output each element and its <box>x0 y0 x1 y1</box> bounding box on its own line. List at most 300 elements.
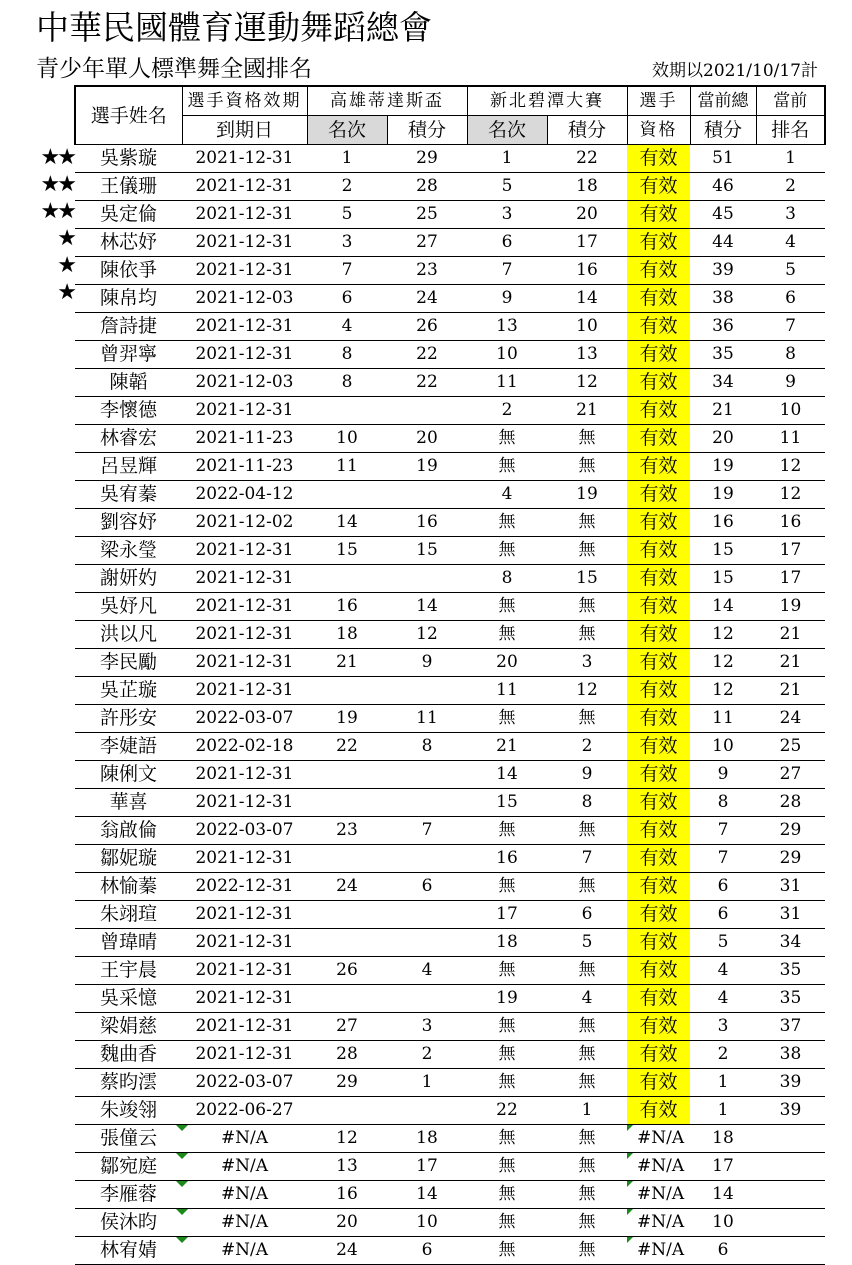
expiry-date: 2022-06-27 <box>182 1097 307 1125</box>
total-points: 16 <box>690 509 756 537</box>
expiry-date: 2021-12-31 <box>182 985 307 1013</box>
comp1-points <box>387 845 467 873</box>
comp1-rank: 8 <box>307 341 387 369</box>
comp1-rank: 20 <box>307 1209 387 1237</box>
comp2-rank: 無 <box>467 1069 547 1097</box>
expiry-date: #N/A <box>182 1237 307 1265</box>
comp1-points: 19 <box>387 453 467 481</box>
comp1-points: 1 <box>387 1069 467 1097</box>
current-rank: 12 <box>756 453 825 481</box>
current-rank: 16 <box>756 509 825 537</box>
qualification: 有效 <box>627 257 690 285</box>
current-rank: 31 <box>756 901 825 929</box>
comp2-rank: 15 <box>467 789 547 817</box>
comp1-points: 9 <box>387 649 467 677</box>
player-name: 林睿宏 <box>75 425 182 453</box>
page-title: 中華民國體育運動舞蹈總會 <box>36 8 432 47</box>
player-name: 鄒宛庭 <box>75 1153 182 1181</box>
current-rank: 8 <box>756 341 825 369</box>
table-row <box>75 257 825 285</box>
qualification: 有效 <box>627 873 690 901</box>
total-points: 15 <box>690 537 756 565</box>
comp2-points: 無 <box>547 1181 627 1209</box>
comp2-points: 18 <box>547 173 627 201</box>
header-comp1-points: 積分 <box>387 116 467 145</box>
total-points: 44 <box>690 229 756 257</box>
expiry-date: 2021-12-31 <box>182 145 307 173</box>
comp1-rank: 18 <box>307 621 387 649</box>
comp2-points: 無 <box>547 453 627 481</box>
comp1-rank <box>307 481 387 509</box>
comp2-rank: 21 <box>467 733 547 761</box>
expiry-date: #N/A <box>182 1153 307 1181</box>
comp2-points: 無 <box>547 1153 627 1181</box>
total-points: 6 <box>690 901 756 929</box>
comp2-points: 15 <box>547 565 627 593</box>
comp1-points: 12 <box>387 621 467 649</box>
total-points: 51 <box>690 145 756 173</box>
current-rank: 4 <box>756 229 825 257</box>
comp1-points <box>387 789 467 817</box>
total-points: 12 <box>690 621 756 649</box>
current-rank: 21 <box>756 677 825 705</box>
header-total-2: 積分 <box>690 116 756 145</box>
player-name: 李雁蓉 <box>75 1181 182 1209</box>
table-row <box>75 1125 825 1153</box>
player-name: 魏曲香 <box>75 1041 182 1069</box>
comp1-rank: 27 <box>307 1013 387 1041</box>
comp1-points: 15 <box>387 537 467 565</box>
player-name: 詹詩捷 <box>75 313 182 341</box>
comp1-rank: 22 <box>307 733 387 761</box>
qualification: 有效 <box>627 1097 690 1125</box>
comp1-rank: 4 <box>307 313 387 341</box>
comp1-points: 27 <box>387 229 467 257</box>
table-row <box>75 341 825 369</box>
comp1-points: 18 <box>387 1125 467 1153</box>
total-points: 7 <box>690 845 756 873</box>
qualification: 有效 <box>627 341 690 369</box>
comp2-rank: 17 <box>467 901 547 929</box>
comp2-points: 2 <box>547 733 627 761</box>
comp1-rank <box>307 1097 387 1125</box>
comp2-rank: 無 <box>467 1125 547 1153</box>
current-rank: 31 <box>756 873 825 901</box>
comp1-points <box>387 985 467 1013</box>
table-row <box>75 1097 825 1125</box>
table-row <box>75 985 825 1013</box>
page-subtitle: 青少年單人標準舞全國排名 <box>36 56 312 82</box>
comp1-rank: 29 <box>307 1069 387 1097</box>
header-player-name: 選手姓名 <box>75 86 182 145</box>
expiry-date: 2021-12-31 <box>182 173 307 201</box>
comp2-points: 13 <box>547 341 627 369</box>
table-row <box>75 1013 825 1041</box>
comp1-points: 4 <box>387 957 467 985</box>
player-name: 侯沐昀 <box>75 1209 182 1237</box>
qualification: #N/A <box>627 1125 690 1153</box>
player-name: 朱翊瑄 <box>75 901 182 929</box>
qualification: 有效 <box>627 201 690 229</box>
current-rank: 38 <box>756 1041 825 1069</box>
qualification: 有效 <box>627 1069 690 1097</box>
comp1-rank: 8 <box>307 369 387 397</box>
expiry-date: 2021-12-31 <box>182 341 307 369</box>
player-name: 陳韜 <box>75 369 182 397</box>
comp2-points: 無 <box>547 873 627 901</box>
total-points: 34 <box>690 369 756 397</box>
comp2-points: 無 <box>547 1013 627 1041</box>
table-row <box>75 1153 825 1181</box>
expiry-date: 2021-12-31 <box>182 229 307 257</box>
total-points: 4 <box>690 957 756 985</box>
player-name: 王宇晨 <box>75 957 182 985</box>
comp1-points <box>387 1097 467 1125</box>
comp1-points: 20 <box>387 425 467 453</box>
comp1-rank: 6 <box>307 285 387 313</box>
current-rank: 6 <box>756 285 825 313</box>
player-name: 梁永瑩 <box>75 537 182 565</box>
qualification: 有效 <box>627 593 690 621</box>
current-rank: 34 <box>756 929 825 957</box>
comp2-points: 4 <box>547 985 627 1013</box>
current-rank <box>756 1153 825 1181</box>
expiry-date: 2021-12-03 <box>182 369 307 397</box>
comp2-rank: 10 <box>467 341 547 369</box>
total-points: 2 <box>690 1041 756 1069</box>
qualification: 有效 <box>627 957 690 985</box>
total-points: 5 <box>690 929 756 957</box>
expiry-date: 2021-12-31 <box>182 957 307 985</box>
header-rank-1: 當前 <box>756 86 825 116</box>
comp1-points <box>387 481 467 509</box>
expiry-date: 2021-12-31 <box>182 1041 307 1069</box>
expiry-date: 2021-11-23 <box>182 453 307 481</box>
comp2-points: 無 <box>547 705 627 733</box>
player-name: 華喜 <box>75 789 182 817</box>
comp1-rank: 11 <box>307 453 387 481</box>
comp2-rank: 無 <box>467 1209 547 1237</box>
comp2-points: 21 <box>547 397 627 425</box>
total-points: 46 <box>690 173 756 201</box>
comp1-points: 2 <box>387 1041 467 1069</box>
player-name: 張僮云 <box>75 1125 182 1153</box>
qualification: 有效 <box>627 733 690 761</box>
comp2-rank: 無 <box>467 453 547 481</box>
expiry-date: 2022-03-07 <box>182 817 307 845</box>
total-points: 14 <box>690 1181 756 1209</box>
expiry-date: #N/A <box>182 1125 307 1153</box>
player-name: 朱竣翎 <box>75 1097 182 1125</box>
comp2-points: 無 <box>547 1209 627 1237</box>
total-points: 21 <box>690 397 756 425</box>
total-points: 45 <box>690 201 756 229</box>
player-name: 陳帛均 <box>75 285 182 313</box>
comp1-rank: 14 <box>307 509 387 537</box>
player-name: 李婕語 <box>75 733 182 761</box>
comp1-rank: 10 <box>307 425 387 453</box>
table-row <box>75 1041 825 1069</box>
current-rank: 21 <box>756 621 825 649</box>
qualification: 有效 <box>627 621 690 649</box>
total-points: 1 <box>690 1097 756 1125</box>
player-name: 蔡昀澐 <box>75 1069 182 1097</box>
table-row <box>75 229 825 257</box>
comp2-points: 無 <box>547 425 627 453</box>
comp2-points: 無 <box>547 1125 627 1153</box>
qualification: 有效 <box>627 845 690 873</box>
header-comp2-rank: 名次 <box>467 116 547 145</box>
current-rank: 29 <box>756 845 825 873</box>
table-row <box>75 677 825 705</box>
comp2-rank: 22 <box>467 1097 547 1125</box>
qualification: 有效 <box>627 537 690 565</box>
player-name: 林愉蓁 <box>75 873 182 901</box>
comp2-points: 1 <box>547 1097 627 1125</box>
current-rank: 35 <box>756 985 825 1013</box>
comp1-rank: 24 <box>307 1237 387 1265</box>
comp2-points: 19 <box>547 481 627 509</box>
table-row <box>75 481 825 509</box>
current-rank: 11 <box>756 425 825 453</box>
qualification: 有效 <box>627 761 690 789</box>
total-points: 36 <box>690 313 756 341</box>
player-name: 曾瑋晴 <box>75 929 182 957</box>
comp2-points: 6 <box>547 901 627 929</box>
current-rank: 29 <box>756 817 825 845</box>
comp2-points: 無 <box>547 593 627 621</box>
comp2-rank: 無 <box>467 593 547 621</box>
qualification: #N/A <box>627 1153 690 1181</box>
total-points: 17 <box>690 1153 756 1181</box>
comp2-points: 無 <box>547 957 627 985</box>
total-points: 3 <box>690 1013 756 1041</box>
total-points: 39 <box>690 257 756 285</box>
comp1-rank: 13 <box>307 1153 387 1181</box>
qualification: 有效 <box>627 789 690 817</box>
table-row <box>75 1181 825 1209</box>
player-name: 吳紫璇 <box>75 145 182 173</box>
player-name: 曾羿寧 <box>75 341 182 369</box>
table-row <box>75 845 825 873</box>
expiry-date: 2021-12-31 <box>182 257 307 285</box>
comp2-points: 10 <box>547 313 627 341</box>
qualification: 有效 <box>627 173 690 201</box>
total-points: 15 <box>690 565 756 593</box>
qualification: 有效 <box>627 453 690 481</box>
comp1-rank: 12 <box>307 1125 387 1153</box>
expiry-date: 2021-12-31 <box>182 789 307 817</box>
total-points: 10 <box>690 733 756 761</box>
expiry-date: 2021-12-31 <box>182 621 307 649</box>
total-points: 35 <box>690 341 756 369</box>
table-row <box>75 565 825 593</box>
current-rank: 27 <box>756 761 825 789</box>
player-name: 林芯妤 <box>75 229 182 257</box>
current-rank: 28 <box>756 789 825 817</box>
comp1-rank: 5 <box>307 201 387 229</box>
comp1-rank <box>307 397 387 425</box>
rank-star-icon: ★ <box>57 280 74 305</box>
comp1-points: 6 <box>387 1237 467 1265</box>
comp2-points: 17 <box>547 229 627 257</box>
comp1-points: 7 <box>387 817 467 845</box>
table-row <box>75 397 825 425</box>
comp1-points: 14 <box>387 1181 467 1209</box>
table-row <box>75 733 825 761</box>
player-name: 鄒妮璇 <box>75 845 182 873</box>
player-name: 洪以凡 <box>75 621 182 649</box>
comp2-rank: 3 <box>467 201 547 229</box>
expiry-date: 2022-04-12 <box>182 481 307 509</box>
player-name: 呂昱輝 <box>75 453 182 481</box>
qualification: 有效 <box>627 425 690 453</box>
expiry-date: 2021-12-03 <box>182 285 307 313</box>
header-rank-2: 排名 <box>756 116 825 145</box>
comp2-points: 12 <box>547 369 627 397</box>
comp1-points <box>387 397 467 425</box>
expiry-date: #N/A <box>182 1181 307 1209</box>
comp2-rank: 13 <box>467 313 547 341</box>
comp2-rank: 6 <box>467 229 547 257</box>
header-expiry: 到期日 <box>182 116 307 145</box>
comp1-rank <box>307 789 387 817</box>
comp1-rank <box>307 761 387 789</box>
comp2-points: 無 <box>547 1069 627 1097</box>
table-row <box>75 285 825 313</box>
table-row <box>75 761 825 789</box>
current-rank: 39 <box>756 1069 825 1097</box>
comp1-rank: 16 <box>307 1181 387 1209</box>
expiry-date: 2021-12-31 <box>182 901 307 929</box>
total-points: 38 <box>690 285 756 313</box>
comp2-rank: 無 <box>467 957 547 985</box>
current-rank <box>756 1237 825 1265</box>
table-row <box>75 425 825 453</box>
rank-star-icon: ★ <box>57 226 74 251</box>
comp1-points: 22 <box>387 341 467 369</box>
qualification: #N/A <box>627 1209 690 1237</box>
table-row <box>75 509 825 537</box>
expiry-date: 2021-12-31 <box>182 649 307 677</box>
comp1-points: 29 <box>387 145 467 173</box>
total-points: 19 <box>690 481 756 509</box>
current-rank: 1 <box>756 145 825 173</box>
table-row <box>75 957 825 985</box>
comp1-points: 14 <box>387 593 467 621</box>
current-rank <box>756 1181 825 1209</box>
effective-date-note: 效期以2021/10/17計 <box>652 61 818 81</box>
current-rank: 17 <box>756 537 825 565</box>
comp1-points: 8 <box>387 733 467 761</box>
expiry-date: 2021-12-31 <box>182 929 307 957</box>
expiry-date: 2022-03-07 <box>182 1069 307 1097</box>
comp2-rank: 無 <box>467 1153 547 1181</box>
rank-star-icon: ★★ <box>40 145 74 170</box>
comp1-points: 6 <box>387 873 467 901</box>
table-row <box>75 313 825 341</box>
comp2-points: 無 <box>547 509 627 537</box>
comp2-rank: 無 <box>467 873 547 901</box>
expiry-date: 2021-12-31 <box>182 537 307 565</box>
expiry-date: 2022-03-07 <box>182 705 307 733</box>
total-points: 14 <box>690 593 756 621</box>
player-name: 吳妤凡 <box>75 593 182 621</box>
comp2-rank: 14 <box>467 761 547 789</box>
expiry-date: #N/A <box>182 1209 307 1237</box>
qualification: 有效 <box>627 509 690 537</box>
total-points: 7 <box>690 817 756 845</box>
comp1-rank <box>307 565 387 593</box>
total-points: 10 <box>690 1209 756 1237</box>
comp1-rank <box>307 901 387 929</box>
comp1-rank: 1 <box>307 145 387 173</box>
comp1-rank: 19 <box>307 705 387 733</box>
table-row <box>75 621 825 649</box>
expiry-date: 2021-11-23 <box>182 425 307 453</box>
table-row <box>75 789 825 817</box>
comp1-points: 28 <box>387 173 467 201</box>
comp1-points <box>387 677 467 705</box>
comp2-rank: 7 <box>467 257 547 285</box>
header-validity: 選手資格效期 <box>182 86 307 116</box>
player-name: 林宥婧 <box>75 1237 182 1265</box>
comp2-rank: 11 <box>467 677 547 705</box>
current-rank: 17 <box>756 565 825 593</box>
comp1-rank <box>307 929 387 957</box>
comp1-points: 26 <box>387 313 467 341</box>
expiry-date: 2021-12-02 <box>182 509 307 537</box>
comp2-rank: 無 <box>467 817 547 845</box>
table-row <box>75 929 825 957</box>
ranking-table <box>74 85 826 1265</box>
comp2-points: 22 <box>547 145 627 173</box>
current-rank <box>756 1125 825 1153</box>
comp2-rank: 11 <box>467 369 547 397</box>
comp1-rank: 24 <box>307 873 387 901</box>
table-row <box>75 201 825 229</box>
comp2-rank: 無 <box>467 1181 547 1209</box>
player-name: 王儀珊 <box>75 173 182 201</box>
comp1-rank: 26 <box>307 957 387 985</box>
comp2-rank: 無 <box>467 425 547 453</box>
player-name: 許彤安 <box>75 705 182 733</box>
expiry-date: 2021-12-31 <box>182 1013 307 1041</box>
player-name: 吳采憶 <box>75 985 182 1013</box>
player-name: 吳芷璇 <box>75 677 182 705</box>
current-rank: 7 <box>756 313 825 341</box>
comp2-points: 3 <box>547 649 627 677</box>
comp1-points <box>387 761 467 789</box>
qualification: 有效 <box>627 677 690 705</box>
total-points: 11 <box>690 705 756 733</box>
current-rank: 39 <box>756 1097 825 1125</box>
qualification: 有效 <box>627 145 690 173</box>
table-row <box>75 901 825 929</box>
expiry-date: 2021-12-31 <box>182 565 307 593</box>
header-competition-1: 高雄蒂達斯盃 <box>307 86 467 116</box>
comp1-points: 10 <box>387 1209 467 1237</box>
current-rank: 21 <box>756 649 825 677</box>
total-points: 1 <box>690 1069 756 1097</box>
expiry-date: 2021-12-31 <box>182 397 307 425</box>
total-points: 6 <box>690 873 756 901</box>
comp2-points: 無 <box>547 621 627 649</box>
comp1-rank: 15 <box>307 537 387 565</box>
comp2-points: 5 <box>547 929 627 957</box>
comp1-rank: 7 <box>307 257 387 285</box>
qualification: 有效 <box>627 929 690 957</box>
